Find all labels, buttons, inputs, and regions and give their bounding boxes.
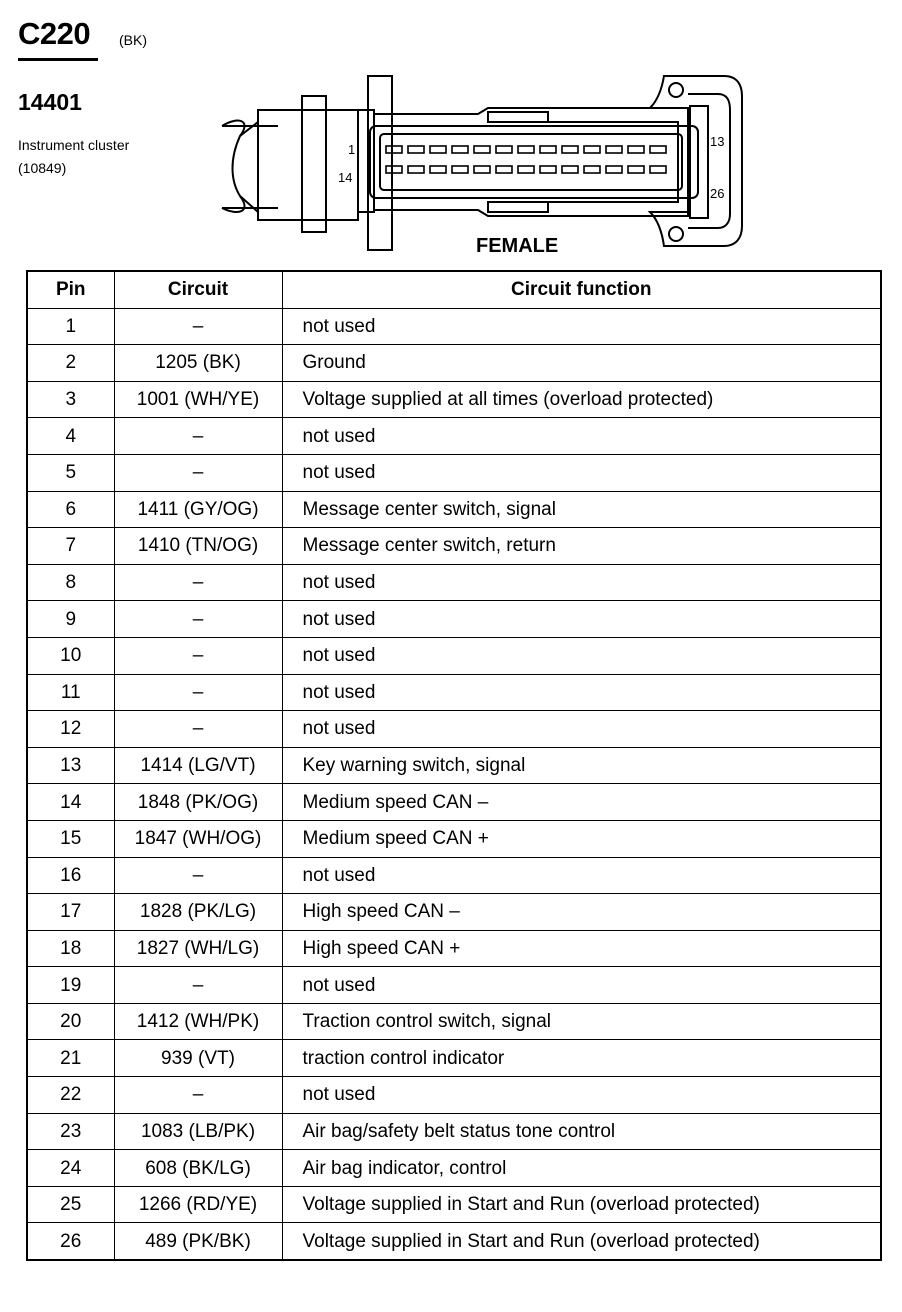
circuit-cell: 1083 (LB/PK) <box>114 1113 282 1150</box>
circuit-cell: 608 (BK/LG) <box>114 1150 282 1187</box>
pin-cell: 23 <box>27 1113 114 1150</box>
pin-cell: 13 <box>27 747 114 784</box>
circuit-cell: – <box>114 967 282 1004</box>
pin-cell: 25 <box>27 1186 114 1223</box>
function-cell: Ground <box>282 345 881 382</box>
function-cell: traction control indicator <box>282 1040 881 1077</box>
table-row <box>27 1040 881 1077</box>
table-row <box>27 747 881 784</box>
function-cell: not used <box>282 967 881 1004</box>
pin-cell: 24 <box>27 1150 114 1187</box>
connector-body-outline <box>222 76 742 250</box>
pin-cell: 2 <box>27 345 114 382</box>
function-cell: not used <box>282 418 881 455</box>
pin-column-header: Pin <box>27 271 114 308</box>
function-cell: Traction control switch, signal <box>282 1003 881 1040</box>
table-row <box>27 967 881 1004</box>
function-cell: not used <box>282 454 881 491</box>
function-cell: not used <box>282 674 881 711</box>
circuit-cell: – <box>114 308 282 345</box>
table-row <box>27 1113 881 1150</box>
pin-label-1: 1 <box>348 142 356 157</box>
table-row <box>27 1003 881 1040</box>
table-row <box>27 601 881 638</box>
circuit-cell: 1414 (LG/VT) <box>114 747 282 784</box>
function-cell: Air bag indicator, control <box>282 1150 881 1187</box>
table-row <box>27 1077 881 1114</box>
connector-color: (BK) <box>119 32 147 48</box>
circuit-cell: 1847 (WH/OG) <box>114 820 282 857</box>
pin-cell: 15 <box>27 820 114 857</box>
function-cell: Voltage supplied at all times (overload protected) <box>282 381 881 418</box>
circuit-cell: – <box>114 418 282 455</box>
pin-cell: 12 <box>27 711 114 748</box>
circuit-cell: – <box>114 564 282 601</box>
circuit-cell: 1412 (WH/PK) <box>114 1003 282 1040</box>
pin-cell: 21 <box>27 1040 114 1077</box>
circuit-cell: – <box>114 857 282 894</box>
pin-table <box>26 270 882 1261</box>
table-row <box>27 820 881 857</box>
table-row <box>27 308 881 345</box>
circuit-cell: 939 (VT) <box>114 1040 282 1077</box>
circuit-cell: 1410 (TN/OG) <box>114 528 282 565</box>
table-row <box>27 784 881 821</box>
function-cell: not used <box>282 711 881 748</box>
pin-label-13: 13 <box>710 134 725 149</box>
circuit-cell: 1828 (PK/LG) <box>114 894 282 931</box>
function-cell: Medium speed CAN + <box>282 820 881 857</box>
function-cell: High speed CAN – <box>282 894 881 931</box>
component-name: Instrument cluster <box>18 137 130 153</box>
function-cell: Key warning switch, signal <box>282 747 881 784</box>
female-label: FEMALE <box>476 235 559 257</box>
connector-diagram <box>218 72 778 262</box>
circuit-cell: 1411 (GY/OG) <box>114 491 282 528</box>
circuit-cell: 1001 (WH/YE) <box>114 381 282 418</box>
connector-id: C220 <box>18 16 91 51</box>
function-column-header: Circuit function <box>282 271 881 308</box>
table-row <box>27 857 881 894</box>
part-number: 14401 <box>18 89 82 115</box>
function-cell: not used <box>282 857 881 894</box>
circuit-cell: 1827 (WH/LG) <box>114 930 282 967</box>
pin-cell: 22 <box>27 1077 114 1114</box>
pin-table-body <box>27 308 881 1260</box>
table-row <box>27 1150 881 1187</box>
pin-cell: 4 <box>27 418 114 455</box>
table-row <box>27 1223 881 1260</box>
table-row <box>27 674 881 711</box>
table-row <box>27 564 881 601</box>
pin-cell: 14 <box>27 784 114 821</box>
circuit-cell: – <box>114 637 282 674</box>
pin-cell: 20 <box>27 1003 114 1040</box>
circuit-cell: – <box>114 1077 282 1114</box>
pin-cell: 10 <box>27 637 114 674</box>
circuit-cell: 1848 (PK/OG) <box>114 784 282 821</box>
function-cell: Voltage supplied in Start and Run (overload protected) <box>282 1186 881 1223</box>
circuit-column-header: Circuit <box>114 271 282 308</box>
circuit-cell: 489 (PK/BK) <box>114 1223 282 1260</box>
component-code: (10849) <box>18 160 67 176</box>
table-row <box>27 381 881 418</box>
circuit-cell: – <box>114 601 282 638</box>
circuit-cell: – <box>114 711 282 748</box>
function-cell: High speed CAN + <box>282 930 881 967</box>
pin-cell: 9 <box>27 601 114 638</box>
pin-cell: 8 <box>27 564 114 601</box>
function-cell: not used <box>282 564 881 601</box>
pin-cell: 18 <box>27 930 114 967</box>
pin-cell: 7 <box>27 528 114 565</box>
function-cell: Message center switch, signal <box>282 491 881 528</box>
pin-cell: 5 <box>27 454 114 491</box>
table-row <box>27 454 881 491</box>
pin-cell: 6 <box>27 491 114 528</box>
circuit-cell: 1266 (RD/YE) <box>114 1186 282 1223</box>
table-header-row <box>27 271 881 308</box>
table-row <box>27 418 881 455</box>
pin-cell: 11 <box>27 674 114 711</box>
pin-label-26: 26 <box>710 186 725 201</box>
circuit-cell: – <box>114 674 282 711</box>
function-cell: not used <box>282 637 881 674</box>
pin-label-14: 14 <box>338 170 353 185</box>
pin-cell: 17 <box>27 894 114 931</box>
function-cell: Message center switch, return <box>282 528 881 565</box>
pin-cell: 26 <box>27 1223 114 1260</box>
table-row <box>27 894 881 931</box>
table-row <box>27 528 881 565</box>
function-cell: Medium speed CAN – <box>282 784 881 821</box>
pin-cell: 19 <box>27 967 114 1004</box>
table-row <box>27 711 881 748</box>
table-row <box>27 1186 881 1223</box>
function-cell: not used <box>282 601 881 638</box>
function-cell: not used <box>282 1077 881 1114</box>
pin-cell: 1 <box>27 308 114 345</box>
circuit-cell: 1205 (BK) <box>114 345 282 382</box>
table-row <box>27 345 881 382</box>
pin-cell: 3 <box>27 381 114 418</box>
function-cell: Air bag/safety belt status tone control <box>282 1113 881 1150</box>
circuit-cell: – <box>114 454 282 491</box>
table-row <box>27 637 881 674</box>
connector-id-underline <box>18 58 98 61</box>
function-cell: Voltage supplied in Start and Run (overload protected) <box>282 1223 881 1260</box>
function-cell: not used <box>282 308 881 345</box>
table-row <box>27 491 881 528</box>
pin-cavity-rows <box>386 146 666 173</box>
table-row <box>27 930 881 967</box>
pin-cell: 16 <box>27 857 114 894</box>
